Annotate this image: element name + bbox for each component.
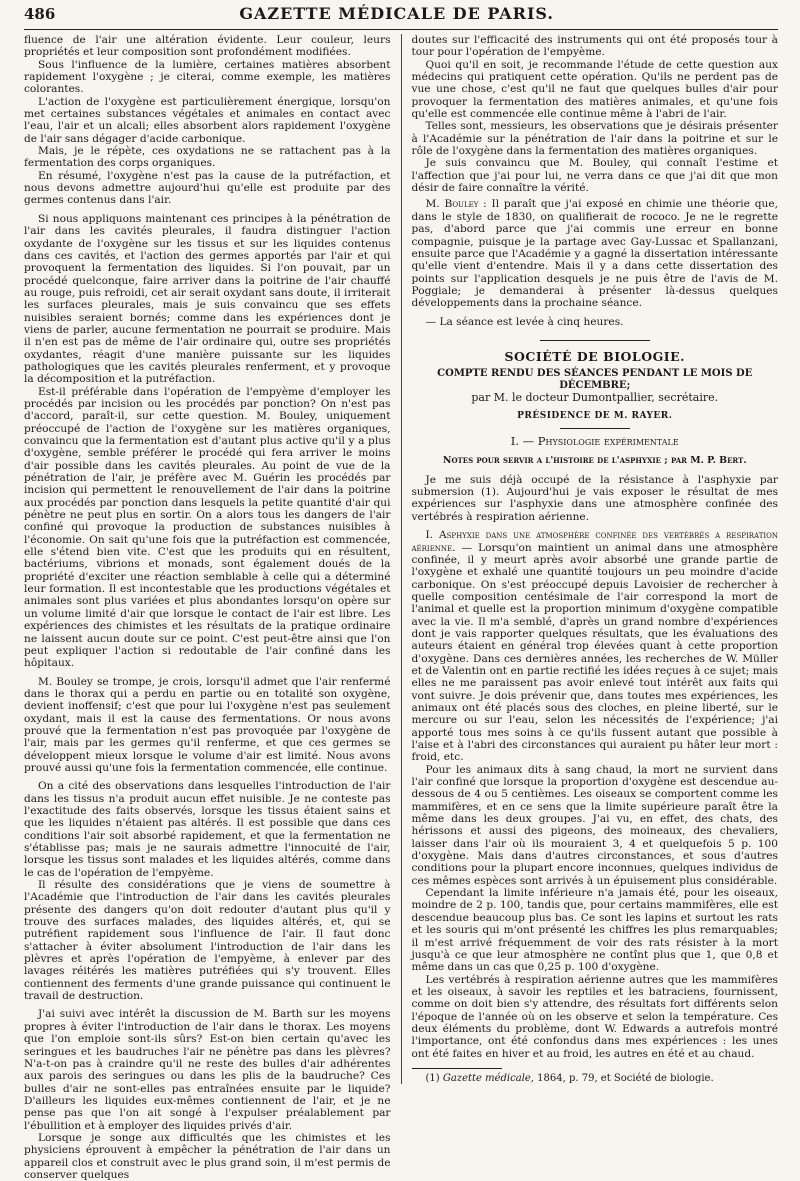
speaker-text: : Il paraît que j'ai exposé en chimie une théorie que, dans le style de 1830, on qualifierait de rococo. Je ne le regrette pas, d'abord parce que j'ai commis une erreur en bonne compagnie, puisque je la partage avec Gay-Lussac et Spallanzani, ensuite parce que l'Académie y a gagné la dissertation intéressante qu'elle vient d'entendre. Mais il y a dans cette dissertation des points sur l'application desquels je ne puis être de l'avis de M. Poggiale; je demanderai à présenter là-dessus quelques développements dans la prochaine séance. bbox=[411, 198, 778, 310]
compte-rendu-line: COMPTE RENDU DES SÉANCES PENDANT LE MOIS DE DÉCEMBRE; bbox=[437, 367, 753, 391]
paragraph: Pour les animaux dits à sang chaud, la mort ne survient dans l'air confiné que lorsque la proportion d'oxygène est descendue au-dessous de 4 ou 5 centièmes. Les oiseaux se comportent comme les mammifères, et en ce sens que la limite supérieure paraît être la même dans les deux groupes. J'ai vu, en effet, des chats, des hérissons et aussi des pigeons, des moineaux, des chevaliers, laisser dans l'air où ils mouraient 3, 4 et quelquefois 5 p. 100 d'oxygène. Mais dans d'autres circonstances, et sous d'autres conditions pour la plupart encore inconnues, quelques individus de ces mêmes espèces sont arrivés à un épuisement plus considérable. bbox=[411, 763, 778, 887]
paragraph: L'action de l'oxygène est particulièrement énergique, lorsqu'on met certaines substances végétales et animales en contact avec l'eau, l'air et un alcali; elles absorbent alors rapidement l'oxygène de l'air sans dégager d'acide carbonique. bbox=[24, 95, 391, 145]
society-title: SOCIÉTÉ DE BIOLOGIE. bbox=[504, 349, 686, 365]
paragraph: Sous l'influence de la lumière, certaines matières absorbent rapidement l'oxygène ; je citerai, comme exemple, les matières colorantes. bbox=[24, 58, 391, 96]
two-column-body bbox=[24, 34, 778, 1181]
paragraph: Mais, je le répète, ces oxydations ne se rattachent pas à la fermentation des corps organiques. bbox=[24, 145, 391, 170]
subsection-heading: I. Asphyxie dans une atmosphère confinée des vertébrés a respiration aérienne. bbox=[411, 529, 778, 554]
paragraph: Telles sont, messieurs, les observations que je désirais présenter à l'Académie sur la pénétration de l'air dans la poitrine et sur le rôle de l'oxygène dans la fermentation des matières organiques. bbox=[411, 120, 778, 158]
page-header bbox=[24, 0, 778, 30]
paragraph: Je suis convaincu que M. Bouley, qui connaît l'estime et l'affection que j'ai pour lui, ne verra dans ce que j'ai dit que mon désir de faire connaître la vérité. bbox=[411, 157, 778, 195]
paragraph: J'ai suivi avec intérêt la discussion de M. Barth sur les moyens propres à éviter l'introduction de l'air dans le thorax. Les moyens que l'on emploie sont-ils sûrs? Est-on bien certain qu'avec les seringues et les baudruches l'air ne pénètre pas dans les plèvres? N'a-t-on pas à craindre qu'il ne reste des bulles d'air adhérentes aux parois des seringues ou dans les plis de la baudruche? Ces bulles d'air ne sont-elles pas entraînées ensuite par le liquide? D'ailleurs les liquides eux-mêmes contiennent de l'air, et je ne pense pas que l'on ait songé à l'expulser préalablement par l'ébullition et à employer des liquides privés d'air. bbox=[24, 1008, 391, 1132]
left-column bbox=[24, 34, 391, 1181]
column-divider bbox=[401, 34, 402, 1084]
paragraph: doutes sur l'efficacité des instruments qui ont été proposés tour à tour pour l'opération de l'empyème. bbox=[411, 34, 778, 59]
running-title: GAZETTE MÉDICALE DE PARIS. bbox=[239, 4, 554, 23]
paragraph: En résumé, l'oxygène n'est pas la cause de la putréfaction, et nous devons admettre aujourd'hui qu'elle est produite par des germes contenus dans l'air. bbox=[24, 169, 391, 207]
paragraph: Lorsque je songe aux difficultés que les chimistes et les physiciens éprouvent à empêcher la pénétration de l'air dans un appareil clos et construit avec le plus grand soin, il m'est permis de conserver quelques bbox=[24, 1131, 391, 1181]
notes-heading: Notes pour servir a l'histoire de l'asphyxie ; par M. P. Bert. bbox=[442, 455, 747, 467]
paragraph: Si nous appliquons maintenant ces principes à la pénétration de l'air dans les cavités pleurales, il faudra distinguer l'action oxydante de l'oxygène sur les tissus et sur les liquides contenus dans ces cavités, et l'action des germes apportés par l'air et qui provoquent la fermentation des liquides. Si l'on pouvait, par un procédé quelconque, faire arriver dans la poitrine de l'air chauffé au rouge, puis refroidi, cet air serait oxydant sans doute, il irriterait les surfaces pleurales, mais je suis convaincu que ses effets nuisibles seraient bornés; comme dans les expériences dont je viens de parler, aucune fermentation ne pourrait se produire. Mais il n'en est pas de même de l'air ordinaire qui, outre ses propriétés oxydantes, réagit d'une manière puissante sur les liquides pathologiques que les cavités pleurales renferment, et y provoque la décomposition et la putréfaction. bbox=[24, 212, 391, 386]
section-rule bbox=[540, 340, 650, 342]
right-column bbox=[412, 34, 779, 1084]
paragraph: Les vertébrés à respiration aérienne autres que les mammifères et les oiseaux, à savoir les reptiles et les batraciens, fournissent, comme on doit bien s'y attendre, des résultats fort différents selon l'époque de l'année où on les observe et selon la température. Ces deux éléments du problème, dont W. Edwards a autrefois montré l'importance, ont été confondus dans mes expériences : les unes ont été faites en hiver et au froid, les autres en été et au chaud. bbox=[411, 973, 778, 1060]
short-rule bbox=[560, 428, 630, 429]
subsection-text: — Lorsqu'on maintient un animal dans une atmosphère confinée, il y meurt après avoir absorbé une grande partie de l'oxygène et exhalé une quantité toujours un peu moindre d'acide carbonique. On s'est préoccupé depuis Lavoisier de rechercher à quelle composition centésimale de l'air correspond la mort de l'animal et quelle est la proportion minimum d'oxygène compatible avec la vie. Il m'a semblé, d'après un grand nombre d'expériences dont je vais rapporter quelques résultats, que les évaluations des auteurs étaient en général trop élevées quant à cette proportion d'oxygène. Dans ces dernières années, les recherches de W. Müller et de Valentin ont en partie rectifié les idées reçues à ce sujet; mais elles ne me paraissent pas avoir enlevé tout intérêt aux faits qui vont suivre. Je dois prévenir que, dans toutes mes expériences, les animaux ont été placés sous des cloches, en pleine liberté, sur le mercure ou sur l'eau, selon les nécessités de l'expérience; j'ai apporté tous mes soins à ce qu'ils fussent autant que possible à l'aise et à l'abri des circonstances qui auraient pu hâter leur mort : froid, etc. bbox=[411, 541, 778, 764]
closing-line: — La séance est levée à cinq heures. bbox=[425, 315, 624, 328]
section-heading: I. — Physiologie expérimentale bbox=[510, 434, 679, 449]
paragraph: On a cité des observations dans lesquelles l'introduction de l'air dans les tissus n'a produit aucun effet nuisible. Je ne conteste pas l'exactitude des faits observés, lorsque les tissus étaient sains et que les liquides n'étaient pas altérés. Il est possible que dans ces conditions l'air soit absorbé rapidement, et que la fermentation ne s'établisse pas; mais je ne saurais admettre l'innocuité de l'air, lorsque les tissus sont malades et les liquides altérés, comme dans le cas de l'opération de l'empyème. bbox=[24, 780, 391, 879]
footnote-journal: Gazette médicale bbox=[442, 1072, 531, 1084]
paragraph: Il résulte des considérations que je viens de soumettre à l'Académie que l'introduction de l'air dans les cavités pleurales présente des dangers qu'on doit redouter d'autant plus qu'il y trouve des surfaces malades, des liquides altérés, et, qui se putréfient rapidement sous l'influence de l'air. Il faut donc s'attacher à éviter absolument l'introduction de l'air dans les plèvres et après l'opération de l'empyème, à enlever par des lavages réitérés les matières putréfiées qui s'y trouvent. Elles contiennent des ferments d'une grande puissance qui continuent le travail de destruction. bbox=[24, 879, 391, 1003]
presidence-line: PRÉSIDENCE DE M. RAYER. bbox=[517, 410, 673, 421]
page-number: 486 bbox=[24, 5, 56, 23]
paragraph: Quoi qu'il en soit, je recommande l'étude de cette question aux médecins qui pratiquent cette opération. Qu'ils ne perdent pas de vue une chose, c'est qu'il ne faut que quelques bulles d'air pour provoquer la fermentation des matières animales, et qu'une fois qu'elle est commencée elle continue même à l'abri de l'air. bbox=[411, 58, 778, 121]
intro-paragraph: Je me suis déjà occupé de la résistance à l'asphyxie par submersion (1). Aujourd'hui je vais exposer le résultat de mes expériences sur l'asphyxie dans une atmosphère confinée des vertébrés à respiration aérienne. bbox=[411, 473, 778, 523]
paragraph bbox=[412, 198, 779, 309]
paragraph: Cependant la limite inférieure n'a jamais été, pour les oiseaux, moindre de 2 p. 100, tandis que, pour certains mammifères, elle est descendue beaucoup plus bas. Ce sont les lapins et surtout les rats et les souris qui m'ont présenté les chiffres les plus remarquables; il m'est arrivé fréquemment de voir des rats résister à la mort jusqu'à ce que leur atmosphère ne contînt plus que 1, que 0,8 et même dans un cas que 0,25 p. 100 d'oxygène. bbox=[411, 887, 778, 974]
footnote: (1) Gazette médicale, 1864, p. 79, et Société de biologie. bbox=[425, 1072, 714, 1084]
subsection-paragraph bbox=[412, 529, 779, 764]
paragraph: Est-il préférable dans l'opération de l'empyème d'employer les procédés par incision ou les procédés par ponction? On n'est pas d'accord, paraît-il, sur cette question. M. Bouley, uniquement préoccupé de l'action de l'oxygène sur les matières organiques, convaincu que la fermentation est d'autant plus active qu'il y a plus d'oxygène, semble préférer le procédé qui fera arriver le moins d'air possible dans les cavités pleurales. Au point de vue de la pénétration de l'air, je préfère avec M. Guérin les procédés par incision qui permettent le renouvellement de l'air dans la poitrine aux procédés par ponction dans lesquels la petite quantité d'air qui pénètre ne peut plus en sortir. On a alors tous les dangers de l'air confiné qui provoque la production de substances nuisibles à l'économie. On sait qu'une fois que la putréfaction est commencée, elle s'étend bien vite. C'est que les produits qui en résultent, bactériums, vibrions et monads, sont également doués de la propriété d'exciter une réaction semblable à celle qui a déterminé leur formation. Il est incontestable que les productions végétales et animales sont plus variées et plus abondantes lorsqu'on opère sur un volume limité d'air que lorsque le contact de l'air est libre. Les expériences des chimistes et les résultats de la pratique ordinaire ne laissent aucun doute sur ce point. C'est peut-être ainsi que l'on peut expliquer l'action si redoutable de l'air confiné dans les hôpitaux. bbox=[24, 385, 391, 670]
paragraph: M. Bouley se trompe, je crois, lorsqu'il admet que l'air renfermé dans le thorax qui a perdu en partie ou en totalité son oxygène, devient inoffensif; c'est que pour lui l'oxygène n'est pas seulement oxydant, mais il est la cause des fermentations. Or nous avons prouvé que la fermentation n'est pas provoquée par l'oxygène de l'air, mais par les germes qu'il renferme, et que ces germes se développent mieux lorsque le volume d'air est limité. Nous avons prouvé aussi qu'une fois la fermentation commencée, elle continue. bbox=[24, 675, 391, 774]
footnote-rule bbox=[412, 1068, 502, 1069]
compte-rendu-author: par M. le docteur Dumontpallier, secrétaire. bbox=[471, 390, 719, 404]
speaker-name: M. Bouley bbox=[425, 198, 479, 211]
paragraph: fluence de l'air une altération évidente. Leur couleur, leurs propriétés et leur composition sont profondément modifiées. bbox=[24, 34, 391, 59]
